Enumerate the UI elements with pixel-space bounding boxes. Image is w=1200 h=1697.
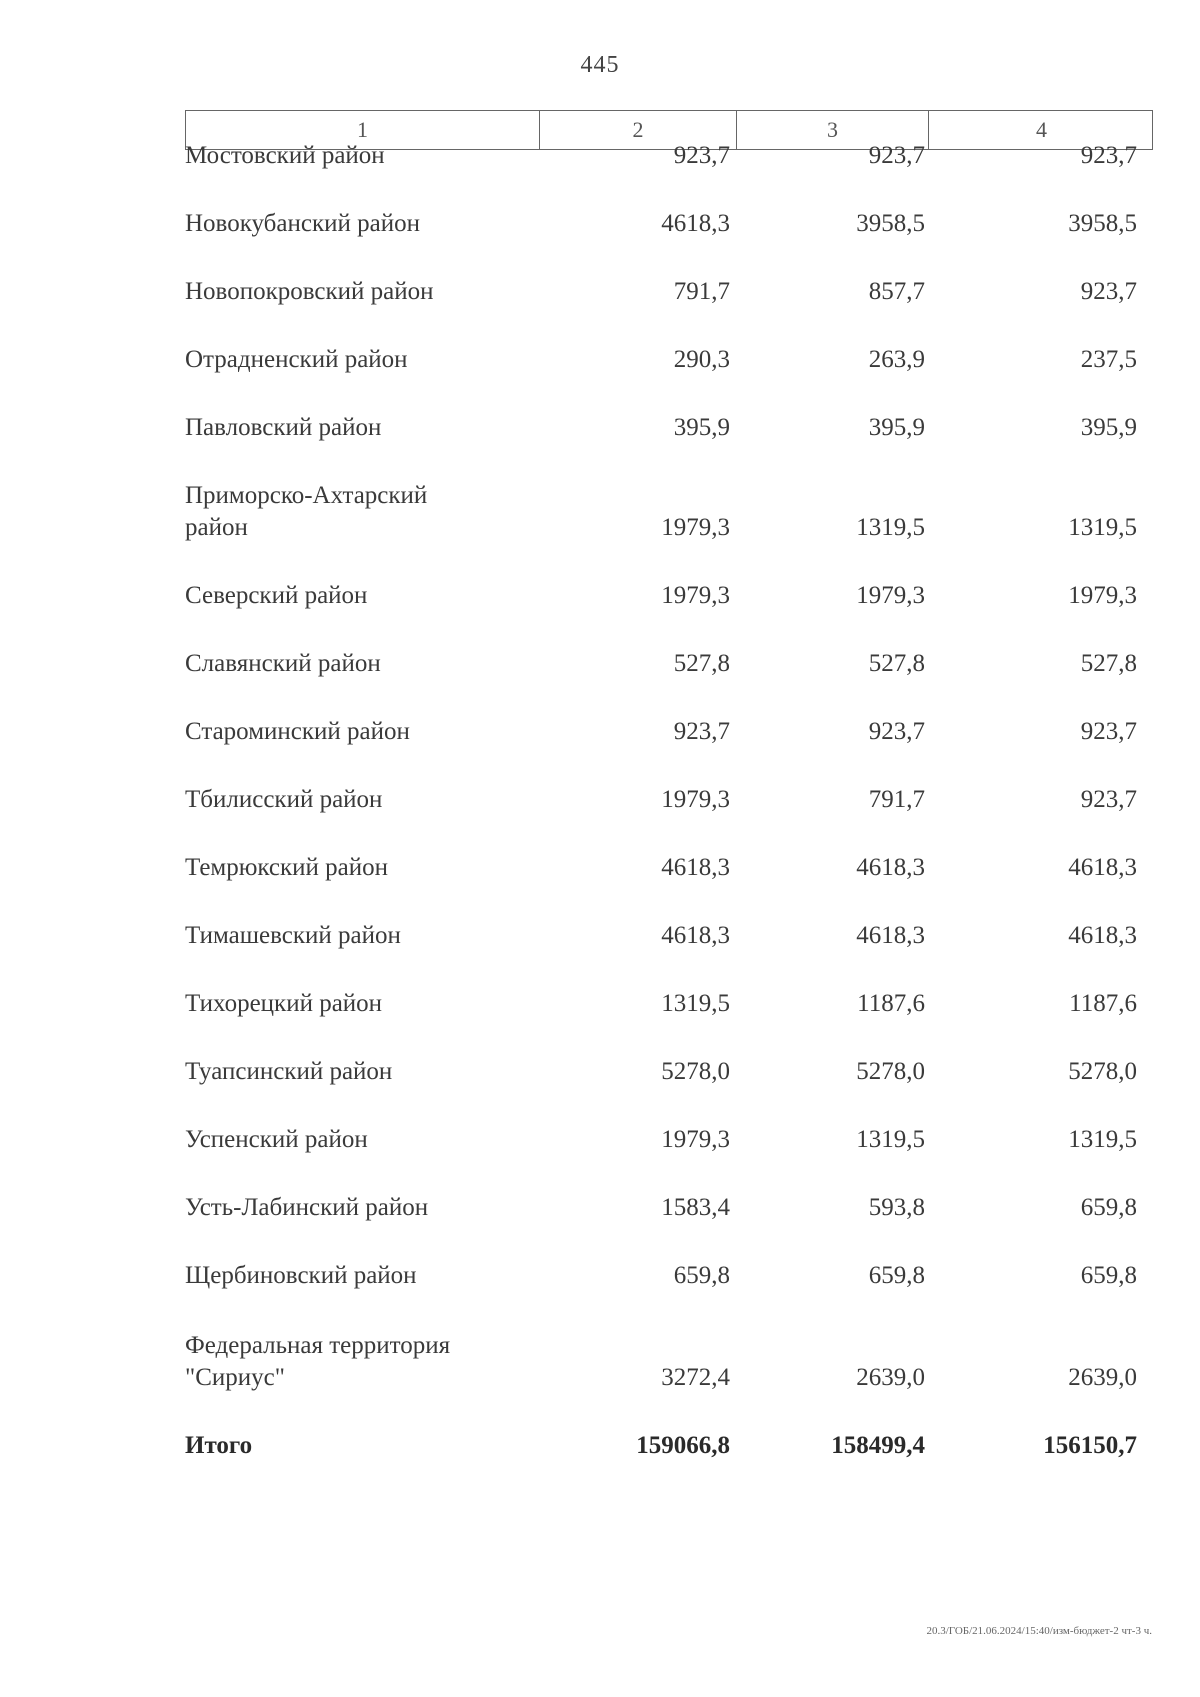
district-name: Темрюкский район (185, 854, 389, 881)
value-col-3: 5278,0 (856, 1058, 925, 1085)
value-col-4: 923,7 (1080, 142, 1137, 169)
value-col-4: 923,7 (1080, 278, 1137, 305)
value-col-2: 290,3 (673, 346, 730, 373)
value-col-2: 1979,3 (661, 1126, 730, 1153)
district-name: Отрадненский район (185, 346, 408, 373)
value-col-4: 5278,0 (1068, 1058, 1137, 1085)
value-col-3: 395,9 (868, 414, 925, 441)
district-name: Павловский район (185, 414, 382, 441)
value-col-4: 1187,6 (1069, 990, 1137, 1017)
value-col-2: 1979,3 (661, 514, 730, 541)
district-name: Мостовский район (185, 142, 385, 169)
value-col-3: 857,7 (868, 278, 925, 305)
district-name: Тихорецкий район (185, 990, 383, 1017)
value-col-4: 923,7 (1080, 786, 1137, 813)
value-col-4: 395,9 (1080, 414, 1137, 441)
value-col-2: 659,8 (673, 1262, 730, 1289)
value-col-2: 1979,3 (661, 786, 730, 813)
district-name: Щербиновский район (185, 1262, 417, 1289)
value-col-2: 527,8 (673, 650, 730, 677)
total-col-2: 159066,8 (636, 1432, 730, 1459)
value-col-3: 527,8 (868, 650, 925, 677)
district-name: Тимашевский район (185, 922, 401, 949)
value-col-4: 659,8 (1080, 1262, 1137, 1289)
district-name: Славянский район (185, 650, 381, 677)
value-col-4: 1319,5 (1068, 514, 1137, 541)
district-name: Успенский район (185, 1126, 368, 1153)
value-col-3: 1187,6 (857, 990, 925, 1017)
value-col-2: 1319,5 (661, 990, 730, 1017)
value-col-4: 4618,3 (1068, 922, 1137, 949)
value-col-4: 659,8 (1080, 1194, 1137, 1221)
value-col-3: 1979,3 (856, 582, 925, 609)
district-name: Новокубанский район (185, 210, 420, 237)
value-col-3: 1319,5 (856, 514, 925, 541)
column-header-2: 2 (540, 111, 737, 149)
value-col-3: 1319,5 (856, 1126, 925, 1153)
total-col-4: 156150,7 (1043, 1432, 1137, 1459)
value-col-3: 593,8 (868, 1194, 925, 1221)
value-col-3: 659,8 (868, 1262, 925, 1289)
document-reference-note: 20.3/ГОБ/21.06.2024/15:40/изм-бюджет-2 чт-3 ч. (926, 1625, 1152, 1637)
value-col-4: 1979,3 (1068, 582, 1137, 609)
value-col-3: 4618,3 (856, 922, 925, 949)
value-col-2: 4618,3 (661, 854, 730, 881)
value-col-3: 791,7 (868, 786, 925, 813)
value-col-3: 4618,3 (856, 854, 925, 881)
district-name: Усть-Лабинский район (185, 1194, 429, 1221)
district-name: Туапсинский район (185, 1058, 393, 1085)
value-col-2: 1979,3 (661, 582, 730, 609)
district-name: Тбилисский район (185, 786, 383, 813)
value-col-2: 5278,0 (661, 1058, 730, 1085)
value-col-3: 923,7 (868, 718, 925, 745)
district-name: Федеральная территория "Сириус" (185, 1332, 451, 1391)
value-col-4: 4618,3 (1068, 854, 1137, 881)
value-col-4: 1319,5 (1068, 1126, 1137, 1153)
value-col-4: 3958,5 (1068, 210, 1137, 237)
value-col-2: 923,7 (673, 718, 730, 745)
total-col-3: 158499,4 (831, 1432, 925, 1459)
district-name: Северский район (185, 582, 368, 609)
district-name: Приморско-Ахтарский район (185, 482, 428, 541)
column-header-4: 4 (1036, 117, 1047, 142)
value-col-3: 2639,0 (856, 1364, 925, 1391)
value-col-2: 4618,3 (661, 922, 730, 949)
value-col-3: 3958,5 (856, 210, 925, 237)
page-number: 445 (580, 52, 620, 78)
district-name: Староминский район (185, 718, 410, 745)
value-col-2: 4618,3 (661, 210, 730, 237)
district-name: Новопокровский район (185, 278, 434, 305)
value-col-3: 923,7 (868, 142, 925, 169)
column-header-1: 1 (186, 111, 540, 149)
value-col-2: 791,7 (673, 278, 730, 305)
value-col-4: 237,5 (1080, 346, 1137, 373)
value-col-2: 3272,4 (661, 1364, 730, 1391)
value-col-2: 395,9 (673, 414, 730, 441)
value-col-3: 263,9 (868, 346, 925, 373)
total-label: Итого (185, 1432, 253, 1459)
value-col-4: 923,7 (1080, 718, 1137, 745)
value-col-4: 527,8 (1080, 650, 1137, 677)
value-col-4: 2639,0 (1068, 1364, 1137, 1391)
value-col-2: 923,7 (673, 142, 730, 169)
column-header-3: 3 (737, 111, 929, 149)
value-col-2: 1583,4 (661, 1194, 730, 1221)
